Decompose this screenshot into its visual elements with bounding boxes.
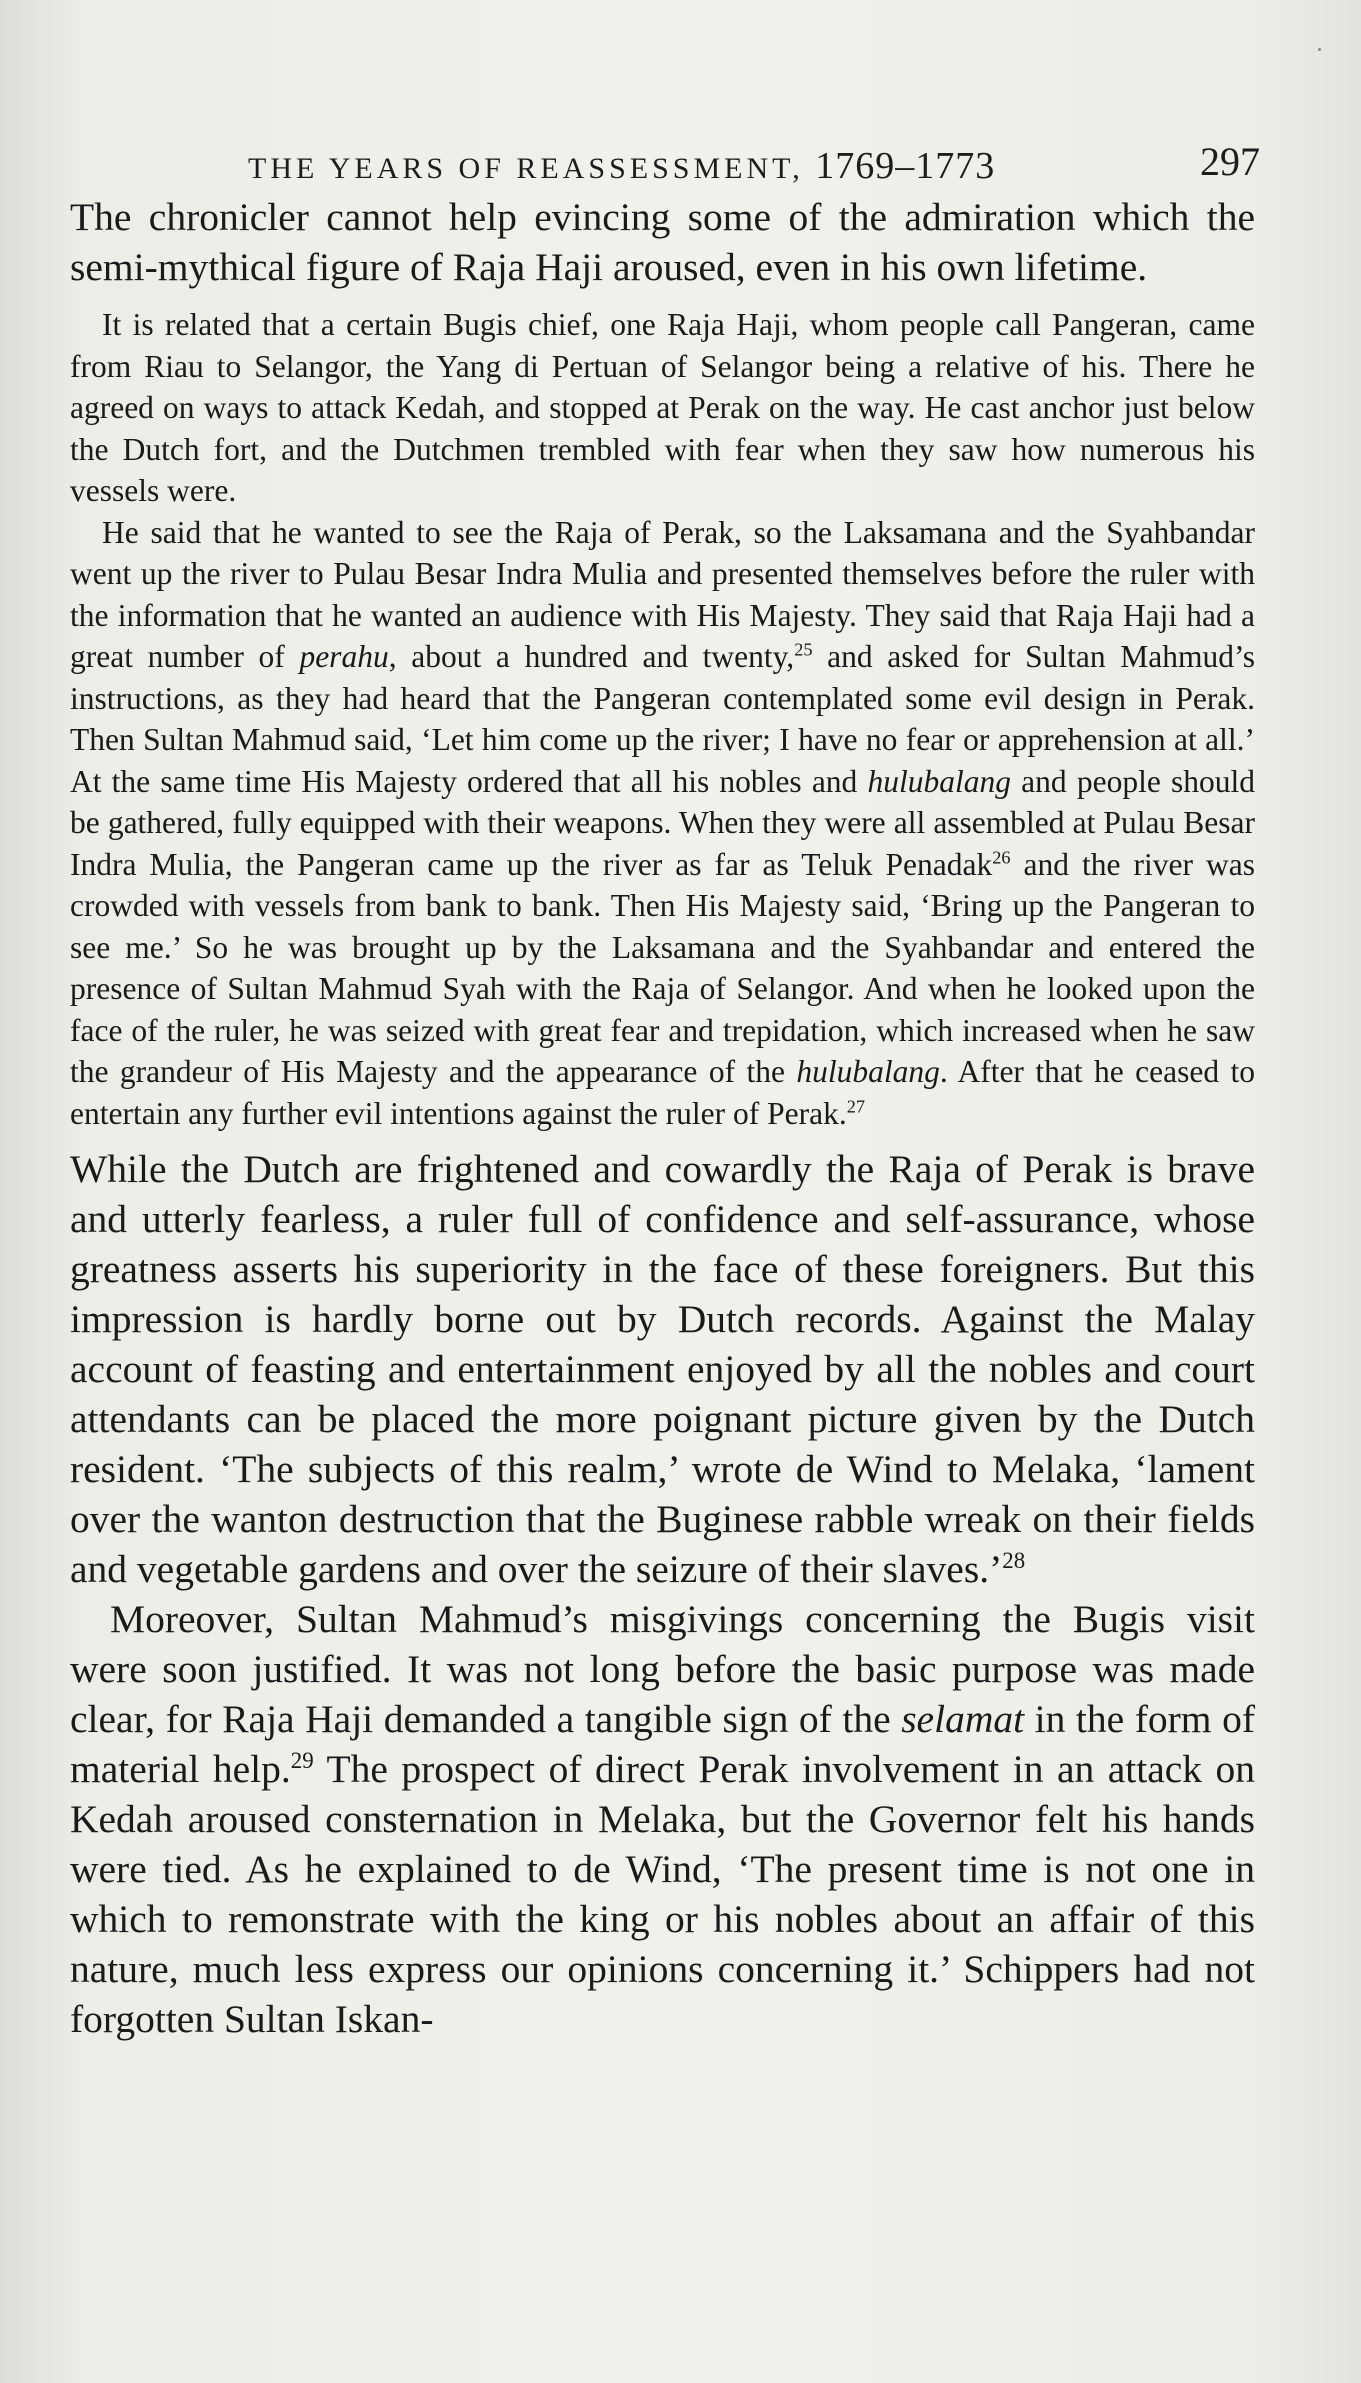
running-title-text: THE YEARS OF REASSESSMENT, [248,152,804,185]
quote-text: and asked for Sultan Mahmud’s instructions, as they had heard that the Pangeran contemplated some evil design in Perak. Then Sultan Mahmud said, ‘Let him come up the river; I have no fear or apprehension at all.’ At the same time His Majesty ordered that all his nobles and [70,639,1256,799]
paragraph-text: Moreover, Sultan Mahmud’s misgivings concerning the Bugis visit were soon justified. It was not long before the basic purpose was made clear, for Raja Haji demanded a tangible sign of the [70,1597,1255,1741]
paragraph-chronicler: The chronicler cannot help evincing some of the admiration which the semi-mythical figure of Raja Haji aroused, even in his own lifetime. [70,195,1255,289]
paragraph-text: The prospect of direct Perak involvement in an attack on Kedah aroused consternation in Melaka, but the Governor felt his hands were tied. As he explained to de Wind, ‘The present time is not one in which to remonstrate with the king or his nobles about an affair of this nature, much less express our opinions concerning it.’ Schippers had not forgotten Sultan Iskan- [70,1747,1256,2041]
running-head [70,138,1260,188]
quote-text: and people should be gathered, fully equipped with their weapons. When they were all assembled at Pulau Besar Indra Mulia, the Pangeran came up the river as far as Teluk Penadak [70,763,1255,882]
footnote-ref-27: 27 [846,1096,865,1117]
footnote-ref-26: 26 [992,847,1011,868]
running-title-years: 1769–1773 [815,145,996,187]
quote-text: , about a hundred and twenty, [388,639,795,674]
running-title [248,144,995,188]
block-quote [70,304,1255,1134]
quote-text: He said that he wanted to see the Raja of Perak, so the Laksamana and the Syahbandar went up the river to Pulau Besar Indra Mulia and presented themselves before the ruler with the information that he wanted an audience with His Majesty. They said that Raja Haji had a great number of [70,514,1255,674]
quote-paragraph-1: It is related that a certain Bugis chief, one Raja Haji, whom people call Pangeran, came from Riau to Selangor, the Yang di Pertuan of Selangor being a relative of his. There he agreed on ways to attack Kedah, and stopped at Perak on the way. He cast anchor just below the Dutch fort, and the Dutchmen trembled with fear when they saw how numerous his vessels were. [70,307,1255,508]
body-text [70,192,1255,2044]
paragraph-text: in the form of material help. [70,1697,1255,1791]
quote-paragraph-2 [70,512,1255,1135]
footnote-ref-29: 29 [290,1747,314,1773]
italic-term-hulubalang: hulubalang [796,1054,940,1089]
italic-term-selamat: selamat [901,1697,1025,1741]
page-number: 297 [1200,139,1260,184]
italic-term-perahu: perahu [299,639,389,674]
paragraph-dutch-records [70,1144,1255,1594]
footnote-ref-28: 28 [1002,1547,1026,1573]
paragraph-text: While the Dutch are frightened and cowardly the Raja of Perak is brave and utterly fearless, a ruler full of confidence and self-assurance, whose greatness asserts his superiority in the face of these foreigners. But this impression is hardly borne out by Dutch records. Against the Malay account of feasting and entertainment enjoyed by all the nobles and court attendants can be placed the more poignant picture given by the Dutch resident. ‘The subjects of this realm,’ wrote de Wind to Melaka, ‘lament over the wanton destruction that the Buginese rabble wreak on their fields and vegetable gardens and over the seizure of their slaves.’ [70,1147,1255,1591]
italic-term-hulubalang: hulubalang [867,763,1011,799]
quote-text: . After that he ceased to entertain any further evil intentions against the ruler of Perak. [70,1054,1255,1131]
paragraph-misgivings [70,1594,1255,2044]
quote-text: and the river was crowded with vessels from bank to bank. Then His Majesty said, ‘Bring up the Pangeran to see me.’ So he was brought up by the Laksamana and the Syahbandar and entered the presence of Sultan Mahmud Syah with the Raja of Selangor. And when he looked upon the face of the ruler, he was seized with great fear and trepidation, which increased when he saw the grandeur of His Majesty and the appearance of the [70,846,1256,1089]
footnote-ref-25: 25 [794,639,813,660]
scan-speck [1318,48,1321,51]
